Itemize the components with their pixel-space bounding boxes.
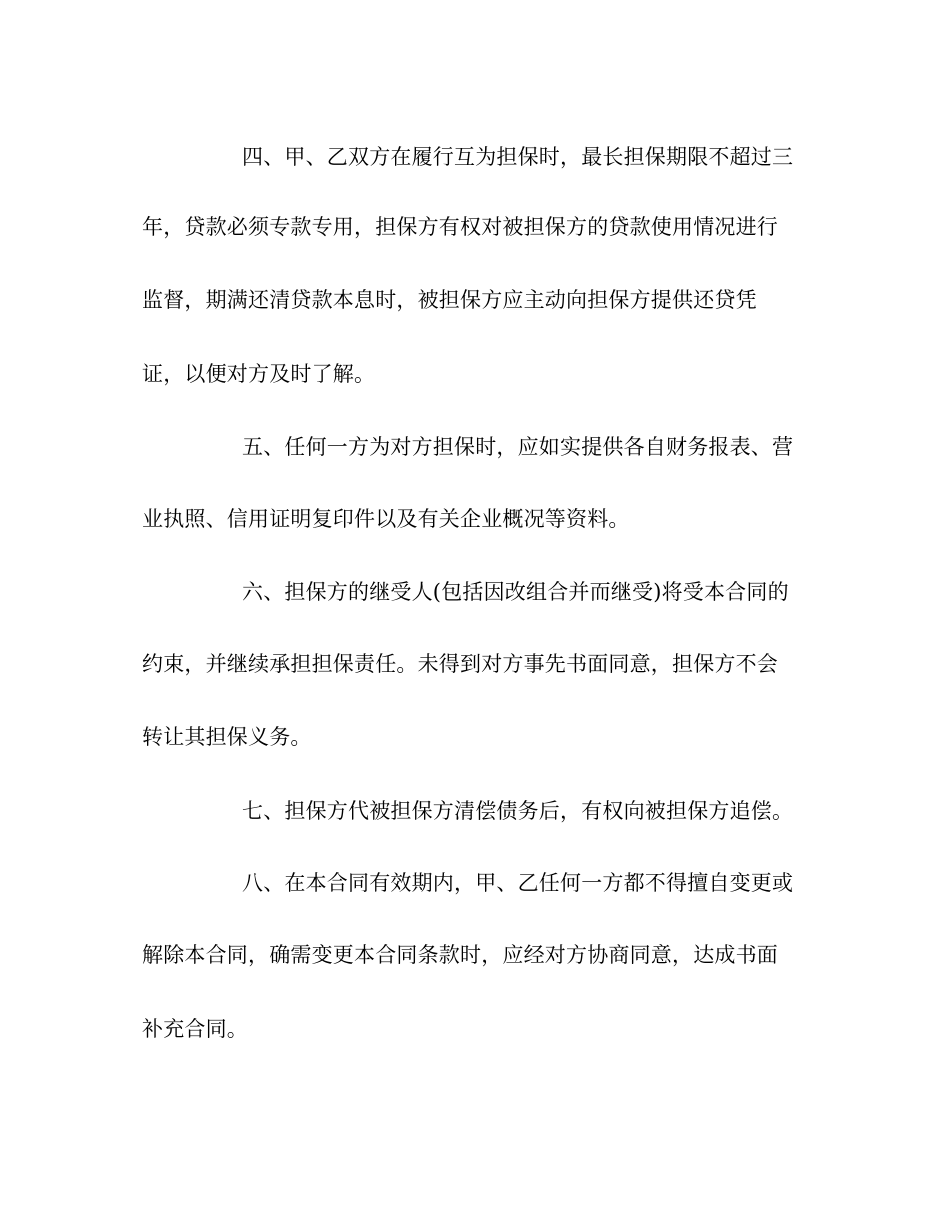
paragraph-6-line-1: 六、担保方的继受人(包括因改组合并而继受)将受本合同的	[242, 580, 789, 604]
paragraph-7-line-1: 七、担保方代被担保方清偿债务后，有权向被担保方追偿。	[242, 799, 794, 823]
paragraph-8-line-1: 八、在本合同有效期内，甲、乙任何一方都不得擅自变更或	[242, 871, 794, 895]
paragraph-4-line-2: 年，贷款必须专款专用，担保方有权对被担保方的贷款使用情况进行	[142, 215, 778, 239]
paragraph-8-line-2: 解除本合同，确需变更本合同条款时，应经对方协商同意，达成书面	[142, 943, 778, 967]
paragraph-4-line-3: 监督，期满还清贷款本息时，被担保方应主动向担保方提供还贷凭	[142, 288, 757, 312]
paragraph-6-line-3: 转让其担保义务。	[142, 725, 312, 749]
paragraph-8-line-3: 补充合同。	[142, 1017, 248, 1041]
paragraph-5-line-1: 五、任何一方为对方担保时，应如实提供各自财务报表、营	[242, 435, 794, 459]
paragraph-6-line-2: 约束，并继续承担担保责任。未得到对方事先书面同意，担保方不会	[142, 652, 778, 676]
paragraph-4-line-1: 四、甲、乙双方在履行互为担保时，最长担保期限不超过三	[242, 145, 794, 169]
paragraph-4-line-4: 证，以便对方及时了解。	[142, 362, 376, 386]
paragraph-5-line-2: 业执照、信用证明复印件以及有关企业概况等资料。	[142, 507, 630, 531]
